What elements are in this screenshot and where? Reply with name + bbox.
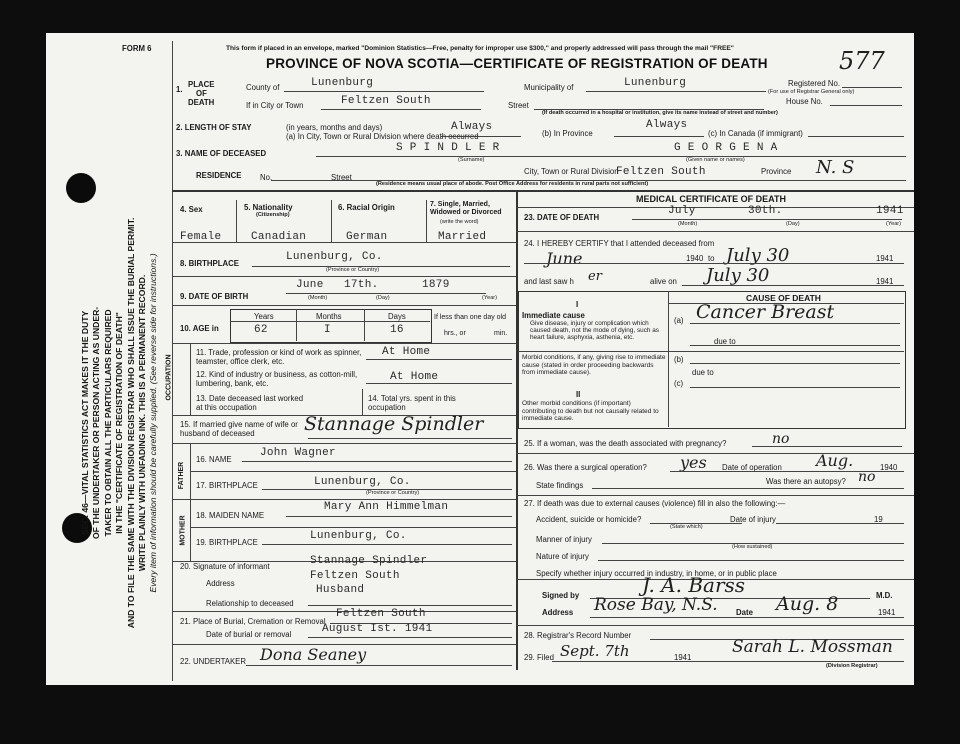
given-note: (Given name or names) [686, 157, 745, 163]
length-of-stay-note: (in years, months and days) [286, 123, 383, 132]
length-of-stay-label: 2. LENGTH OF STAY [176, 123, 252, 132]
morbid-conditions-label: Morbid conditions, if any, giving rise to immediate cause (stated in order proceeding backwards from immediate cause). [522, 354, 666, 377]
form-label: FORM 6 [122, 44, 152, 53]
infant-label: If less than one day old [434, 314, 506, 321]
division-registrar-signature: Sarah L. Mossman [732, 637, 893, 657]
death-year: 1941 [876, 205, 904, 217]
trade-label: 11. Trade, profession or kind of work as spinner, teamster, office clerk, etc. [196, 348, 362, 366]
place-of-death-label3: DEATH [188, 98, 215, 107]
pregnancy-label: 25. If a woman, was the death associated with pregnancy? [524, 439, 727, 448]
dob-year: 1879 [422, 279, 450, 291]
side-instructions: SEC. 46—VITAL STATISTICS ACT MAKES IT THE DUTY OF THE UNDERTAKER OR PERSON ACTING AS UNDER- TAKER TO OBTAIN ALL THE PARTICULARS REQUIRED IN THE "CERTIFICATE OF REGISTRATION OF DEATH" AND TO FILE THE SAME WITH THE DIVISION REGISTRAR WHO SHALL ISSUE THE BURIAL PERMIT. WRITE PLAINLY WITH UNFADING INK. THIS IS A PERMANENT RECORD. Every item of information should be carefully supplied. (See reverse side for instructions.) [80, 217, 159, 629]
stay-province-value: Always [646, 119, 688, 131]
dob-day: 17th. [344, 279, 379, 291]
cause-b-label: (b) [674, 355, 684, 364]
signed-date-label: Date [736, 608, 753, 617]
last-saw-pronoun: er [588, 269, 602, 284]
undertaker-label: 22. UNDERTAKER [180, 657, 247, 666]
spouse-value: Stannage Spindler [304, 413, 484, 435]
registered-label: Registered No. [788, 79, 841, 88]
operation-date-label: Date of operation [722, 463, 782, 472]
death-month-note: (Month) [678, 221, 698, 227]
burial-date: August Ist. 1941 [322, 623, 433, 635]
informant-address: Feltzen South [310, 570, 400, 582]
md-label: M.D. [876, 591, 893, 600]
birthplace-note: (Province or Country) [326, 267, 380, 273]
surgical-value: yes [680, 453, 707, 472]
physician-address: Rose Bay, N.S. [594, 595, 718, 615]
length-of-stay-a-label: (a) In City, Town or Rural Division where death occurred [286, 132, 479, 141]
registration-number-handwritten: 577 [839, 47, 885, 75]
residence-province-value: N. S [816, 157, 855, 178]
informant-label: 20. Signature of informant [180, 562, 270, 571]
municipality-label: Municipality of [524, 83, 574, 92]
trade-value: At Home [382, 346, 431, 358]
age-months-value: I [324, 324, 331, 336]
mail-notice: This form if placed in an envelope, marked "Dominion Statistics—Free, penalty for improper use $300," and properly addressed will pass through the mail "FREE" [226, 45, 734, 52]
city-value: Feltzen South [341, 95, 431, 107]
residence-street-label: Street [331, 173, 352, 182]
informant-relationship: Husband [316, 584, 365, 596]
father-side-label: FATHER [178, 461, 186, 490]
cause-header: CAUSE OF DEATH [746, 293, 821, 303]
last-saw-label: and last saw h [524, 277, 574, 286]
alive-on-year: 1941 [876, 277, 894, 286]
signed-date: Aug. 8 [776, 593, 839, 615]
dob-label: 9. DATE OF BIRTH [180, 292, 249, 301]
racial-origin-label: 6. Racial Origin [338, 203, 395, 212]
external-causes-label: 27. If death was due to external causes (violence) fill in also the following:— [524, 499, 786, 508]
age-years-value: 62 [254, 324, 268, 336]
age-days-label: Days [388, 312, 406, 321]
house-label: House No. [786, 97, 823, 106]
immediate-cause-label: Immediate cause [522, 311, 585, 320]
deceased-surname: S P I N D L E R [396, 142, 500, 154]
other-morbid-label: Other morbid conditions (if important) contributing to death but not causally related to immediate cause. [522, 400, 659, 423]
autopsy-label: Was there an autopsy? [766, 477, 846, 486]
last-worked-label: 13. Date deceased last worked at this occupation [196, 394, 304, 412]
name-of-deceased-label: 3. NAME OF DECEASED [176, 149, 267, 158]
attended-to: July 30 [726, 245, 790, 266]
street-label: Street [508, 101, 529, 110]
how-sustained-note: (How sustained) [732, 544, 773, 550]
attended-from: June [546, 249, 583, 268]
father-name: John Wagner [260, 447, 336, 459]
father-province-note: (Province or Country) [366, 490, 420, 496]
informant-address-label: Address [206, 579, 235, 588]
attended-from-year: 1940 [686, 254, 704, 263]
medical-header: MEDICAL CERTIFICATE OF DEATH [636, 194, 786, 204]
nationality-note: (Citizenship) [256, 212, 290, 218]
death-year-note: (Year) [886, 221, 902, 227]
residence-no-label: No. [260, 173, 273, 182]
hospital-note: (If death occurred in a hospital or institution, give its name instead of street and number) [542, 110, 778, 116]
certify-label: 24. I HEREBY CERTIFY that I attended deceased from [524, 239, 715, 248]
filed-date: Sept. 7th [560, 642, 630, 660]
pregnancy-value: no [772, 431, 790, 447]
place-of-death-num: 1. [176, 85, 183, 94]
father-birthplace-label: 17. BIRTHPLACE [196, 481, 258, 490]
mother-name: Mary Ann Himmelman [324, 501, 449, 513]
dob-month: June [296, 279, 324, 291]
min-label: min. [494, 330, 508, 337]
nature-label: Nature of injury [536, 552, 589, 561]
death-day-note: (Day) [786, 221, 800, 227]
informant-relationship-label: Relationship to deceased [206, 599, 294, 608]
injury-year: 19 [874, 515, 883, 524]
birthplace-value: Lunenburg, Co. [286, 251, 383, 263]
alive-on-date: July 30 [706, 265, 770, 286]
manner-label: Manner of injury [536, 535, 592, 544]
specify-label: Specify whether injury occurred in industry, in home, or in public place [536, 569, 777, 578]
cause-I-label: I [576, 300, 579, 309]
registered-note: (For use of Registrar General only) [768, 89, 855, 95]
cause-a-value: Cancer Breast [696, 301, 835, 323]
residence-city-value: Feltzen South [616, 166, 706, 178]
nationality-value: Canadian [251, 231, 307, 243]
date-of-death-label: 23. DATE OF DEATH [524, 213, 600, 222]
filed-label: 29. Filed [524, 653, 554, 662]
industry-value: At Home [390, 371, 439, 383]
attended-to-label: to [708, 254, 715, 263]
sex-label: 4. Sex [180, 205, 203, 214]
burial-place-label: 21. Place of Burial, Cremation or Removal [180, 617, 326, 626]
spouse-label: 15. If married give name of wife or husband of deceased [180, 420, 298, 438]
death-certificate [46, 33, 914, 685]
division-registrar-note: (Division Registrar) [826, 663, 878, 669]
age-label: 10. AGE in [180, 324, 219, 333]
mother-side-label: MOTHER [179, 515, 187, 546]
stay-city-value: Always [451, 121, 493, 133]
physician-address-label: Address [542, 608, 574, 617]
signed-date-year: 1941 [878, 608, 896, 617]
attended-to-year: 1941 [876, 254, 894, 263]
stay-province-label: (b) In Province [542, 129, 593, 138]
residence-label: RESIDENCE [196, 171, 242, 180]
place-of-death-label2: OF [196, 89, 207, 98]
dob-month-note: (Month) [308, 295, 328, 301]
cause-a-label: (a) [674, 316, 684, 325]
autopsy-value: no [858, 469, 876, 485]
occupation-side-label: OCCUPATION [165, 354, 173, 401]
residence-city-label: City, Town or Rural Division [524, 167, 619, 176]
father-birthplace: Lunenburg, Co. [314, 476, 411, 488]
cause-b-due-to: due to [692, 368, 714, 377]
page-title: PROVINCE OF NOVA SCOTIA—CERTIFICATE OF REGISTRATION OF DEATH [266, 56, 768, 71]
operation-month: Aug. [816, 451, 854, 470]
father-name-label: 16. NAME [196, 455, 232, 464]
municipality-value: Lunenburg [624, 77, 687, 89]
sex-value: Female [180, 231, 222, 243]
county-value: Lunenburg [311, 77, 374, 89]
total-years-label: 14. Total yrs. spent in this occupation [368, 394, 456, 412]
residence-note: (Residence means usual place of abode. Post Office Address for residents in rural parts not sufficient) [376, 181, 649, 187]
surname-note: (Surname) [458, 157, 485, 163]
findings-label: State findings [536, 481, 584, 490]
accident-label: Accident, suicide or homicide? [536, 515, 642, 524]
cause-a-due-to: due to [714, 337, 736, 346]
death-day: 30th. [748, 205, 783, 217]
dob-day-note: (Day) [376, 295, 390, 301]
signed-by-label: Signed by [542, 591, 580, 600]
alive-on-label: alive on [650, 277, 677, 286]
marital-note: (write the word) [440, 219, 479, 225]
residence-province-label: Province [761, 167, 792, 176]
cause-c-label: (c) [674, 379, 684, 388]
city-label: If in City or Town [246, 101, 304, 110]
dob-year-note: (Year) [482, 295, 498, 301]
industry-label: 12. Kind of industry or business, as cotton-mill, lumbering, bank, etc. [196, 370, 358, 388]
mother-birthplace: Lunenburg, Co. [310, 530, 407, 542]
registrar-record-label: 28. Registrar's Record Number [524, 631, 632, 640]
state-which-note: (State which) [670, 524, 703, 530]
place-of-death-label: PLACE [188, 80, 215, 89]
operation-year: 1940 [880, 463, 898, 472]
cause-II-label: II [576, 390, 581, 399]
death-month: July [668, 205, 696, 217]
marital-value: Married [438, 231, 487, 243]
burial-date-label: Date of burial or removal [206, 630, 292, 639]
injury-date-label: Date of injury [730, 515, 776, 524]
mother-name-label: 18. MAIDEN NAME [196, 511, 265, 520]
age-years-label: Years [254, 312, 274, 321]
surgical-label: 26. Was there a surgical operation? [524, 463, 647, 472]
center-divider [516, 190, 518, 670]
undertaker-signature: Dona Seaney [260, 645, 367, 664]
filed-year: 1941 [674, 653, 692, 662]
physician-signature: J. A. Barss [642, 573, 746, 597]
age-months-label: Months [316, 312, 342, 321]
deceased-given-name: G E O R G E N A [674, 142, 778, 154]
nationality-label: 5. Nationality [244, 203, 293, 212]
immediate-cause-note: Give disease, injury or complication which caused death, not the mode of dying, such as heart failure, asphyxia, asthenia, etc. [530, 320, 659, 342]
mother-birthplace-label: 19. BIRTHPLACE [196, 538, 258, 547]
birthplace-label: 8. BIRTHPLACE [180, 259, 239, 268]
informant-name: Stannage Spindler [310, 555, 428, 567]
burial-place: Feltzen South [336, 608, 426, 620]
hrs-label: hrs., or [444, 330, 466, 337]
age-days-value: 16 [390, 324, 404, 336]
marital-label: 7. Single, Married, Widowed or Divorced [430, 201, 502, 216]
county-label: County of [246, 83, 280, 92]
racial-origin-value: German [346, 231, 388, 243]
stay-canada-label: (c) In Canada (if immigrant) [708, 129, 803, 138]
